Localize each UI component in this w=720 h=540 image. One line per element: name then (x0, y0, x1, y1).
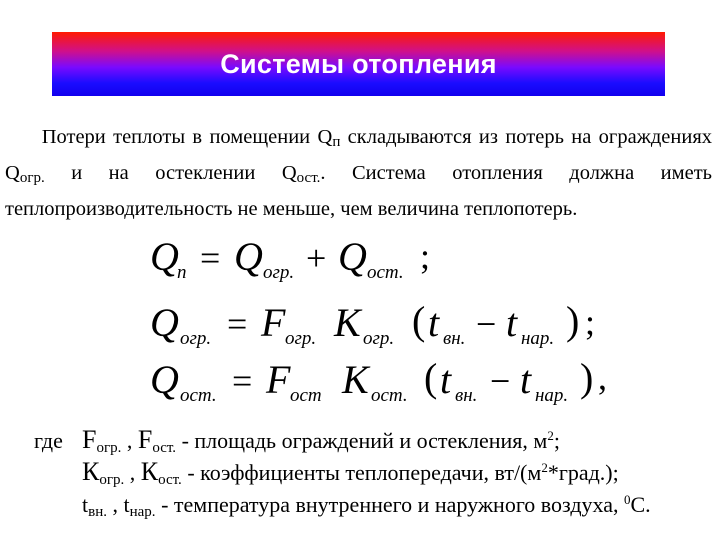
def1-F1: F (82, 425, 97, 454)
f3-sub-vn: вн. (455, 385, 478, 406)
para-part1: Потери теплоты в помещении Q (41, 126, 333, 148)
def2-sup: 2 (541, 460, 548, 475)
def1-text: - площадь ограждений и остекления, м (176, 428, 548, 453)
para-sub-p: п (332, 134, 341, 150)
f2-lp: ( (412, 298, 426, 343)
def3-t2: t (123, 492, 130, 517)
formula-heat-loss-total (150, 234, 430, 283)
f2-sub-ogr: огр. (180, 328, 212, 349)
f3-sub-ost: ост. (180, 385, 217, 406)
f1-end: ; (420, 236, 431, 276)
f1-sub-p: п (177, 262, 187, 283)
f2-minus: − (476, 304, 497, 344)
f2-sub-nar: нар. (521, 328, 555, 349)
f3-Q: Q (150, 357, 179, 402)
f2-sub-ogr3: огр. (363, 328, 395, 349)
f2-end: ; (585, 302, 596, 342)
f1-Q2: Q (234, 234, 263, 279)
def3-end: С. (630, 492, 651, 517)
def2-K2: К (140, 457, 159, 486)
para-part3: и на остеклении Q (44, 162, 297, 184)
def1-sep: , (121, 428, 138, 453)
para-sub-ogr: огр. (19, 170, 45, 186)
f2-eq: = (227, 304, 248, 344)
f2-F: F (261, 300, 286, 345)
f2-rp: ) (566, 298, 580, 343)
f3-t1: t (440, 357, 452, 402)
f2-t1: t (428, 300, 440, 345)
def2-sub2: ост. (158, 472, 182, 488)
definition-area (82, 425, 560, 457)
f3-sub-nar: нар. (535, 385, 569, 406)
def3-sub2: нар. (129, 504, 156, 520)
f1-eq: = (200, 238, 221, 278)
f2-sub-ogr2: огр. (285, 328, 317, 349)
def2-sep: , (124, 460, 141, 485)
f3-K: К (342, 357, 369, 402)
f1-sub-ost: ост. (367, 262, 404, 283)
para-part2: складываются из потерь на ограждениях Q (5, 126, 713, 184)
def1-sup: 2 (547, 428, 554, 443)
f3-minus: − (490, 361, 511, 401)
def3-sub1: вн. (88, 504, 107, 520)
f3-rp: ) (580, 355, 594, 400)
f3-sub-ost2: ост (290, 385, 322, 406)
f2-sub-vn: вн. (443, 328, 466, 349)
formula-glazing-loss (150, 355, 607, 406)
f2-Q: Q (150, 300, 179, 345)
definition-temperatures (82, 492, 651, 521)
formula-wall-loss (150, 298, 595, 349)
def1-F2: F (137, 425, 153, 454)
def1-sub1: огр. (96, 440, 122, 456)
slide-title: Системы отопления (220, 48, 497, 79)
para-sub-ost: ост. (296, 170, 321, 186)
def3-sep: , (107, 492, 124, 517)
def2-end: *град.); (547, 460, 619, 485)
def3-text: - температура внутреннего и наружного воздуха, (155, 492, 624, 517)
def1-end: ; (553, 428, 560, 453)
f2-t2: t (506, 300, 518, 345)
def2-sub1: огр. (99, 472, 125, 488)
def2-text: - коэффициенты теплопередачи, вт/(м (181, 460, 542, 485)
para-part4: . Система отопления должна иметь теплопроизводительность не меньше, чем величина теплопотерь. (5, 162, 713, 220)
f1-sub-ogr: огр. (263, 262, 295, 283)
f1-Q: Q (150, 234, 179, 279)
f3-lp: ( (424, 355, 438, 400)
def3-t1: t (82, 492, 89, 517)
f1-plus: + (306, 238, 327, 278)
f3-end: , (598, 357, 607, 397)
where-label: где (34, 428, 63, 453)
def2-K1: К (82, 457, 100, 486)
definition-coefficients (82, 457, 619, 489)
f1-Q3: Q (338, 234, 367, 279)
f3-t2: t (520, 357, 532, 402)
f3-eq: = (232, 361, 253, 401)
f3-F: F (266, 357, 291, 402)
def1-sub2: ост. (152, 440, 177, 456)
def3-sup: 0 (624, 492, 631, 507)
f2-K: К (334, 300, 361, 345)
f3-sub-ost3: ост. (371, 385, 408, 406)
